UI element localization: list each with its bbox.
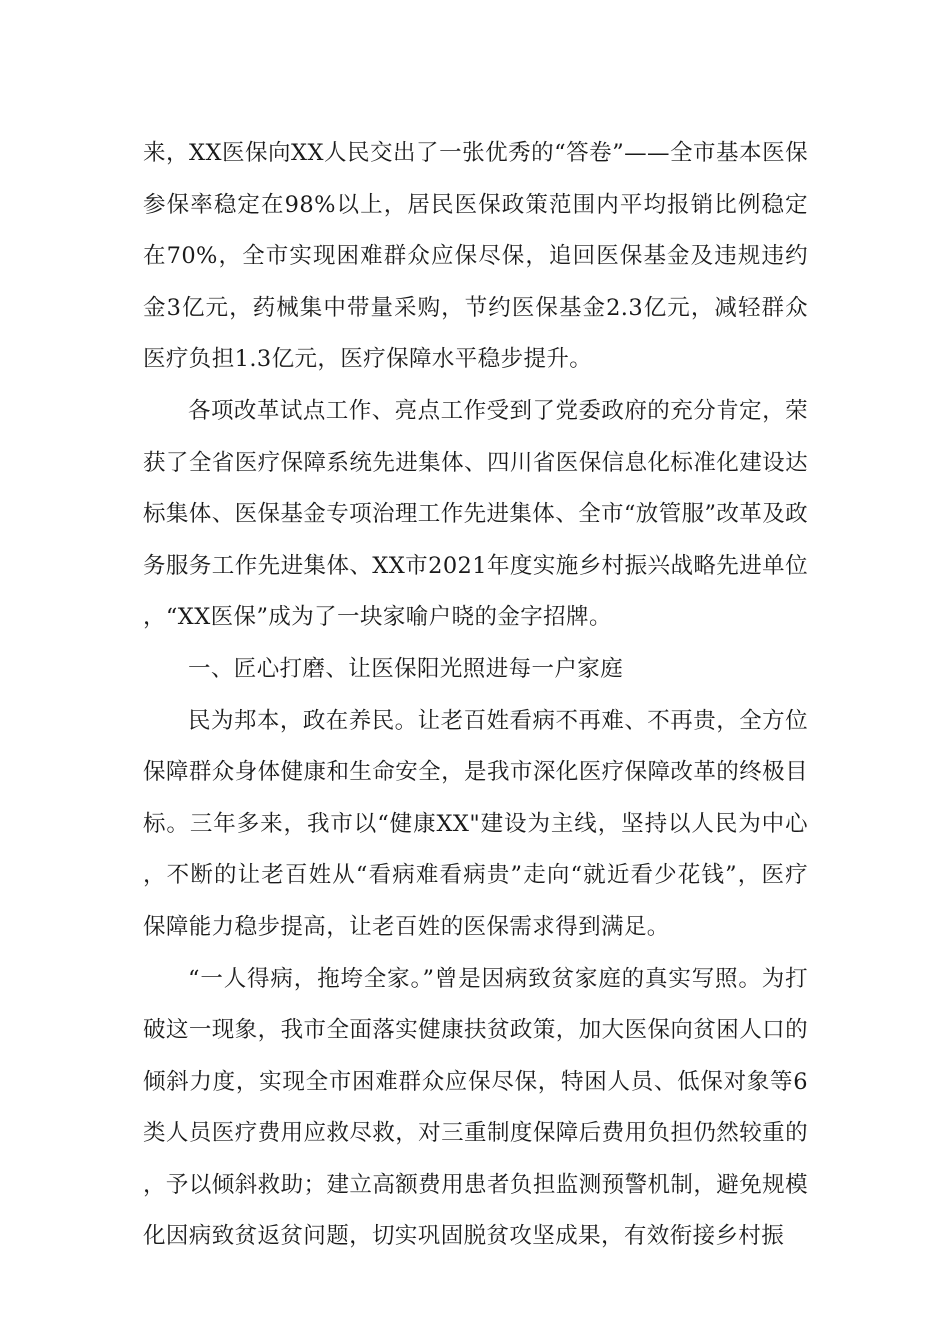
paragraph-2: 各项改革试点工作、亮点工作受到了党委政府的充分肯定，荣获了全省医疗保障系统先进集体、四川省医保信息化标准化建设达标集体、医保基金专项治理工作先进集体、全市“放管服”改革及政务服务工作先进集体、XX市2021年度实施乡村振兴战略先进单位，“XX医保”成为了一块家喻户晓的金字招牌。	[143, 397, 809, 631]
paragraph-4: “一人得病，拖垮全家。”曾是因病致贫家庭的真实写照。为打破这一现象，我市全面落实健康扶贫政策，加大医保向贫困人口的倾斜力度，实现全市困难群众应保尽保，特困人员、低保对象等6类人员医疗费用应救尽救，对三重制度保障后费用负担仍然较重的，予以倾斜救助；建立高额费用患者负担监测预警机制，避免规模化因病致贫返贫问题，切实巩固脱贫攻坚成果，有效衔接乡村振	[143, 965, 808, 1250]
paragraph-3: 民为邦本，政在养民。让老百姓看病不再难、不再贵，全方位保障群众身体健康和生命安全，是我市深化医疗保障改革的终极目标。三年多来，我市以“健康XX"建设为主线，坚持以人民为中心，不断的让老百姓从“看病难看病贵”走向“就近看少花钱”，医疗保障能力稳步提高，让老百姓的医保需求得到满足。	[143, 707, 808, 940]
document-body	[143, 128, 808, 1263]
paragraph-1: 来，XX医保向XX人民交出了一张优秀的“答卷”——全市基本医保参保率稳定在98%以上，居民医保政策范围内平均报销比例稳定在70%，全市实现困难群众应保尽保，追回医保基金及违规违约金3亿元，药械集中带量采购，节约医保基金2.3亿元，减轻群众医疗负担1.3亿元，医疗保障水平稳步提升。	[143, 140, 808, 373]
section-heading: 一、匠心打磨、让医保阳光照进每一户家庭	[188, 655, 624, 682]
